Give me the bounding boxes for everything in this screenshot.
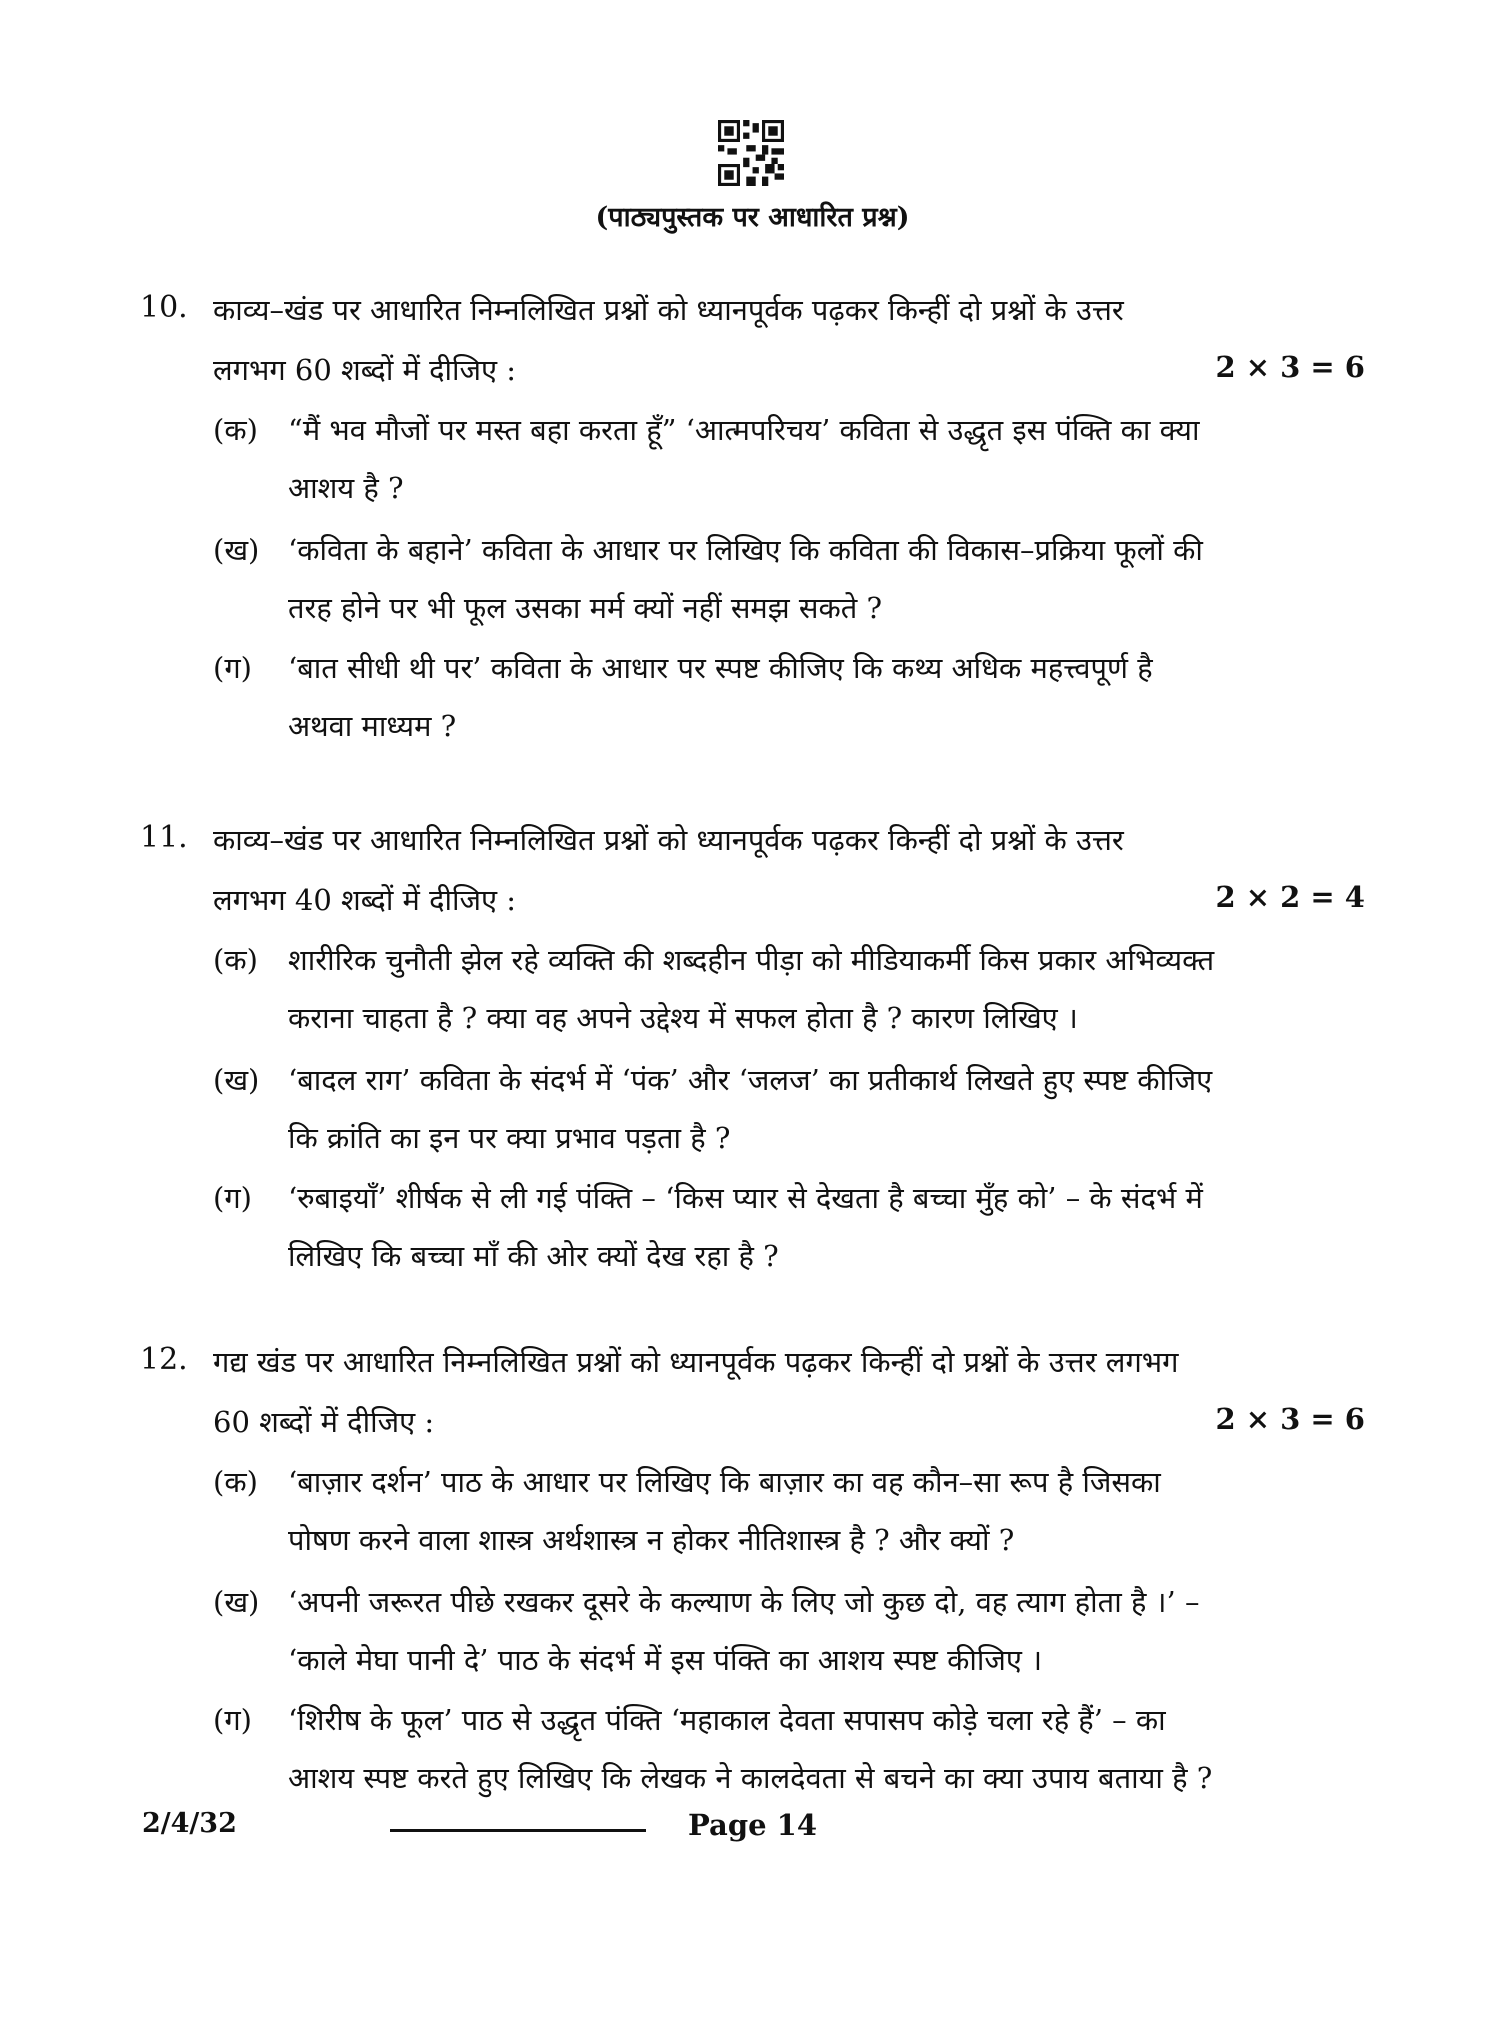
sub-question-label: (ख) — [213, 1585, 260, 1619]
sub-question-label: (ग) — [213, 1703, 252, 1737]
sub-question-text: शारीरिक चुनौती झेल रहे व्यक्ति की शब्दहीन पीड़ा को मीडियाकर्मी किस प्रकार अभिव्यक्त — [288, 943, 1215, 977]
sub-question-label: (क) — [213, 413, 258, 447]
sub-question-text: ‘शिरीष के फूल’ पाठ से उद्धृत पंक्ति ‘महाकाल देवता सपासप कोड़े चला रहे हैं’ – का — [288, 1703, 1166, 1737]
sub-question-text: ‘बाज़ार दर्शन’ पाठ के आधार पर लिखिए कि बाज़ार का वह कौन–सा रूप है जिसका — [288, 1465, 1161, 1499]
sub-question-text: ‘कविता के बहाने’ कविता के आधार पर लिखिए कि कविता की विकास–प्रक्रिया फूलों की — [288, 533, 1203, 567]
sub-question-text: आशय है ? — [288, 471, 404, 505]
section-title: (पाठ्यपुस्तक पर आधारित प्रश्न) — [595, 202, 910, 233]
sub-question-text: “मैं भव मौजों पर मस्त बहा करता हूँ” ‘आत्मपरिचय’ कविता से उद्धृत इस पंक्ति का क्या — [288, 413, 1200, 447]
sub-question-label: (ख) — [213, 533, 260, 567]
sub-question-text: तरह होने पर भी फूल उसका मर्म क्यों नहीं समझ सकते ? — [288, 591, 883, 625]
question-number: 12. — [140, 1342, 188, 1377]
sub-question-text: आशय स्पष्ट करते हुए लिखिए कि लेखक ने कालदेवता से बचने का क्या उपाय बताया है ? — [288, 1761, 1213, 1795]
question-text: लगभग 60 शब्दों में दीजिए : — [213, 353, 517, 387]
question-text: लगभग 40 शब्दों में दीजिए : — [213, 883, 517, 917]
sub-question-label: (क) — [213, 943, 258, 977]
question-number: 11. — [140, 820, 188, 855]
sub-question-label: (क) — [213, 1465, 258, 1499]
question-marks: 2 × 3 = 6 — [1215, 350, 1365, 384]
sub-question-text: ‘अपनी जरूरत पीछे रखकर दूसरे के कल्याण के लिए जो कुछ दो, वह त्याग होता है ।’ – — [288, 1585, 1200, 1619]
qr-code — [718, 120, 784, 186]
sub-question-label: (ग) — [213, 651, 252, 685]
sub-question-text: ‘रुबाइयाँ’ शीर्षक से ली गई पंक्ति – ‘किस प्यार से देखता है बच्चा मुँह को’ – के संदर्भ में — [288, 1181, 1203, 1215]
sub-question-text: ‘काले मेघा पानी दे’ पाठ के संदर्भ में इस पंक्ति का आशय स्पष्ट कीजिए । — [288, 1643, 1043, 1677]
sub-question-text: अथवा माध्यम ? — [288, 709, 457, 743]
question-text: काव्य–खंड पर आधारित निम्नलिखित प्रश्नों को ध्यानपूर्वक पढ़कर किन्हीं दो प्रश्नों के उत्तर — [213, 293, 1124, 327]
question-text: 60 शब्दों में दीजिए : — [213, 1405, 435, 1439]
sub-question-text: ‘बात सीधी थी पर’ कविता के आधार पर स्पष्ट कीजिए कि कथ्य अधिक महत्त्वपूर्ण है — [288, 651, 1153, 685]
paper-code: 2/4/32 — [142, 1808, 237, 1839]
question-number: 10. — [140, 290, 188, 325]
question-text: गद्य खंड पर आधारित निम्नलिखित प्रश्नों को ध्यानपूर्वक पढ़कर किन्हीं दो प्रश्नों के उत्तर लगभग — [213, 1345, 1179, 1379]
sub-question-text: ‘बादल राग’ कविता के संदर्भ में ‘पंक’ और ‘जलज’ का प्रतीकार्थ लिखते हुए स्पष्ट कीजिए — [288, 1063, 1213, 1097]
sub-question-label: (ग) — [213, 1181, 252, 1215]
question-marks: 2 × 3 = 6 — [1215, 1402, 1365, 1436]
footer-divider — [390, 1829, 646, 1832]
page-number: Page 14 — [688, 1808, 817, 1842]
sub-question-text: पोषण करने वाला शास्त्र अर्थशास्त्र न होकर नीतिशास्त्र है ? और क्यों ? — [288, 1523, 1015, 1557]
sub-question-text: कि क्रांति का इन पर क्या प्रभाव पड़ता है ? — [288, 1121, 731, 1155]
sub-question-text: कराना चाहता है ? क्या वह अपने उद्देश्य में सफल होता है ? कारण लिखिए । — [288, 1001, 1078, 1035]
question-marks: 2 × 2 = 4 — [1215, 880, 1365, 914]
sub-question-text: लिखिए कि बच्चा माँ की ओर क्यों देख रहा है ? — [288, 1239, 779, 1273]
question-text: काव्य–खंड पर आधारित निम्नलिखित प्रश्नों को ध्यानपूर्वक पढ़कर किन्हीं दो प्रश्नों के उत्तर — [213, 823, 1124, 857]
sub-question-label: (ख) — [213, 1063, 260, 1097]
